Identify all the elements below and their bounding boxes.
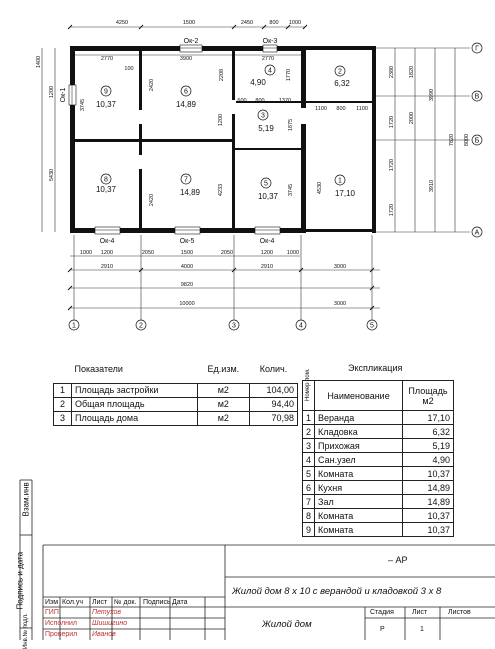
dim-text: 2420 <box>149 193 155 207</box>
window-label: Ок-4 <box>99 238 115 245</box>
dim-text: 4250 <box>115 20 129 26</box>
room-area: 10,37 <box>257 192 279 201</box>
axis-label-5: 5 <box>370 322 374 330</box>
table-row: 1 Веранда 17,10 <box>303 411 454 425</box>
dim-text: 2420 <box>149 78 155 92</box>
dim-text: 2380 <box>389 65 395 79</box>
dim-text: 1770 <box>286 68 292 82</box>
dim-text: 2050 <box>220 250 234 256</box>
explication-header-area: Площадь м2 <box>403 381 454 411</box>
dim-text: 600 <box>237 98 247 104</box>
stamp-person: Шишигино <box>92 620 128 627</box>
side-label-inv: Инв.№ подл. <box>23 613 29 649</box>
indicators-header-name: Показатели <box>72 355 198 383</box>
dim-text: 1720 <box>389 158 395 172</box>
dim-text: 800 <box>269 20 279 26</box>
stamp-col-header: Кол.уч <box>62 599 83 606</box>
stamp-role: Проверил <box>45 631 78 638</box>
table-row: 2 Общая площадь м2 94,40 <box>54 397 298 411</box>
dim-text: 2000 <box>409 111 415 125</box>
room-number: 7 <box>184 176 188 184</box>
stamp-col-header: Лист <box>92 599 108 606</box>
axis-label-v: В <box>474 93 480 101</box>
stamp-stage: Р <box>380 626 385 633</box>
table-row: 1 Площадь застройки м2 104,00 <box>54 383 298 397</box>
dim-text: 1820 <box>409 65 415 79</box>
stamp-project: Жилой дом 8 х 10 с верандой и кладовкой 3 х 8 <box>232 586 442 597</box>
dim-text: 1100 <box>315 106 327 112</box>
dim-text: 3745 <box>288 183 294 197</box>
dim-text: 800 <box>255 98 265 104</box>
dim-text: 3900 <box>179 56 193 62</box>
indicators-header-unit: Ед.изм. <box>197 355 249 383</box>
axis-label-4: 4 <box>299 322 303 330</box>
window-label: Ок-2 <box>183 38 199 45</box>
dim-text: 1100 <box>356 106 368 112</box>
table-row: 9 Комната 10,37 <box>303 523 454 537</box>
room-area: 6,32 <box>334 79 350 88</box>
stamp-stage-header: Стадия <box>370 609 394 616</box>
dim-text: 7820 <box>449 133 455 147</box>
axis-label-3: 3 <box>232 322 236 330</box>
side-label-vzam: Взам.инв <box>21 482 31 517</box>
dim-text: 1200 <box>260 250 274 256</box>
indicators-header-value: Колич. <box>249 355 297 383</box>
stamp-person: Петухов <box>92 609 122 616</box>
dim-text: 1720 <box>389 115 395 129</box>
room-area: 4,90 <box>250 78 266 87</box>
room-number: 2 <box>338 68 342 76</box>
dim-text: 2910 <box>100 264 114 270</box>
window-label: Ок-3 <box>262 38 278 45</box>
room-area: 17,10 <box>334 189 356 198</box>
explication-title: Экспликация <box>348 363 403 373</box>
dim-text: 1200 <box>49 85 55 99</box>
table-row: 8 Комната 10,37 <box>303 509 454 523</box>
dim-text: 3990 <box>429 88 435 102</box>
window-label: Ок-4 <box>259 238 275 245</box>
dim-text: 2770 <box>261 56 275 62</box>
indicators-table <box>53 355 298 426</box>
stamp-sheet-title: Жилой дом <box>262 619 312 630</box>
room-number: 3 <box>261 112 265 120</box>
table-row: 4 Сан.узел 4,90 <box>303 453 454 467</box>
dim-text: 8000 <box>464 133 470 147</box>
dim-text: 9820 <box>180 282 194 288</box>
dim-text: 3745 <box>80 98 86 112</box>
room-number: 5 <box>264 180 268 188</box>
dim-text: 2050 <box>141 250 155 256</box>
stamp-sheet: 1 <box>420 626 424 633</box>
dim-text: 1000 <box>286 250 300 256</box>
dim-text: 10000 <box>179 301 195 307</box>
stamp-col-header: Изм <box>45 599 59 606</box>
dim-text: 1370 <box>278 98 292 104</box>
dim-text: 4530 <box>317 181 323 195</box>
axis-label-g: Г <box>475 45 479 53</box>
axis-label-1: 1 <box>72 322 76 330</box>
dim-text: 1000 <box>79 250 93 256</box>
stamp-col-header: Дата <box>172 599 188 606</box>
dim-text: 2450 <box>240 20 254 26</box>
dim-text: 1400 <box>36 55 42 69</box>
room-area: 10,37 <box>95 185 117 194</box>
dim-text: 100 <box>124 66 134 72</box>
room-area: 14,89 <box>175 100 197 109</box>
dim-text: 5430 <box>49 168 55 182</box>
table-row: 5 Комната 10,37 <box>303 467 454 481</box>
table-row: 3 Площадь дома м2 70,98 <box>54 411 298 425</box>
table-row: 2 Кладовка 6,32 <box>303 425 454 439</box>
stamp-sheet-header: Лист <box>412 609 428 616</box>
room-area: 14,89 <box>179 188 201 197</box>
dim-text: 1500 <box>180 250 194 256</box>
side-label-signature: Подпись и дата <box>15 551 25 610</box>
room-number: 1 <box>338 177 342 185</box>
dim-text: 3000 <box>333 301 347 307</box>
room-number: 4 <box>268 67 272 75</box>
dim-text: 800 <box>336 106 346 112</box>
table-row: 3 Прихожая 5,19 <box>303 439 454 453</box>
dim-text: 4233 <box>218 183 224 197</box>
dim-text: 4000 <box>180 264 194 270</box>
dim-text: 2770 <box>100 56 114 62</box>
explication-header-num: Номер пом. <box>305 367 311 401</box>
dim-text: 1200 <box>100 250 114 256</box>
axis-label-b: Б <box>474 137 480 145</box>
window-label: Ок-5 <box>179 238 195 245</box>
dim-text: 1720 <box>389 203 395 217</box>
stamp-code: – АР <box>388 555 408 565</box>
axis-label-2: 2 <box>139 322 143 330</box>
dim-text: 1200 <box>218 113 224 127</box>
room-number: 6 <box>184 88 188 96</box>
axis-label-a: А <box>474 229 480 237</box>
stamp-role: ГИП <box>45 609 59 616</box>
dim-text: 2910 <box>260 264 274 270</box>
dim-text: 3910 <box>429 179 435 193</box>
room-area: 10,37 <box>95 100 117 109</box>
stamp-col-header: Подпись <box>143 599 171 606</box>
dim-text: 1000 <box>288 20 302 26</box>
dim-text: 1875 <box>288 118 294 132</box>
room-number: 8 <box>104 176 108 184</box>
stamp-col-header: № док. <box>114 599 137 606</box>
dim-text: 3000 <box>333 264 347 270</box>
dim-text: 2208 <box>219 68 225 82</box>
dim-text: 1500 <box>182 20 196 26</box>
table-row: 7 Зал 14,89 <box>303 495 454 509</box>
stamp-sheets-header: Листов <box>448 609 471 616</box>
window-label: Ок-1 <box>60 87 67 103</box>
room-number: 9 <box>104 88 108 96</box>
explication-header-name: Наименование <box>315 381 403 411</box>
stamp-person: Иванов <box>92 631 116 638</box>
room-area: 5,19 <box>258 124 274 133</box>
stamp-role: Исполнил <box>45 620 78 627</box>
table-row: 6 Кухня 14,89 <box>303 481 454 495</box>
